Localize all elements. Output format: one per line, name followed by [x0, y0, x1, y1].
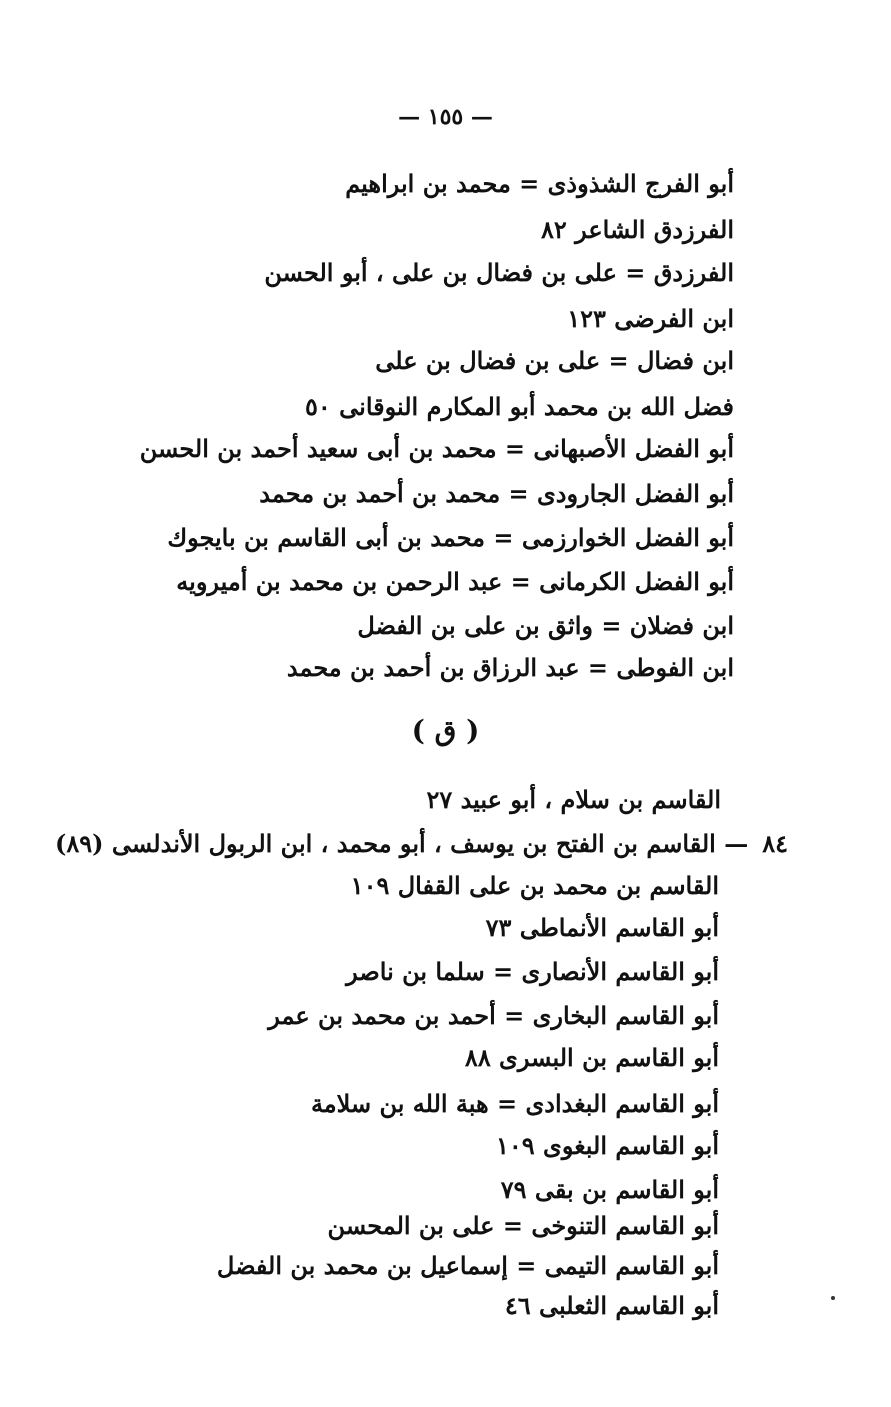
- index-entry: أبو القاسم البخارى = أحمد بن محمد بن عمر: [268, 1001, 719, 1030]
- index-entry: أبو القاسم البغوى ١٠٩: [496, 1131, 719, 1160]
- index-entry: القاسم بن محمد بن على القفال ١٠٩: [350, 871, 719, 900]
- index-entry: ابن الفوطى = عبد الرزاق بن أحمد بن محمد: [286, 653, 734, 682]
- index-entry: أبو القاسم بن بقى ٧٩: [500, 1175, 719, 1204]
- index-entry: أبو القاسم بن البسرى ٨٨: [464, 1043, 719, 1072]
- index-entry: ابن الفرضى ١٢٣: [567, 304, 734, 333]
- index-entry: أبو الفضل الخوارزمى = محمد بن أبى القاسم بن بايجوك: [167, 523, 734, 552]
- index-entry: أبو القاسم الثعلبى ٤٦: [504, 1291, 719, 1320]
- entry-text: — القاسم بن الفتح بن يوسف ، أبو محمد ، ابن الربول الأندلسى (٨٩): [55, 829, 749, 858]
- index-entry: أبو الفرج الشذوذى = محمد بن ابراهيم: [345, 169, 734, 198]
- index-entry: أبو القاسم التنوخى = على بن المحسن: [327, 1211, 719, 1240]
- index-entry: أبو القاسم التيمى = إسماعيل بن محمد بن الفضل: [216, 1251, 719, 1280]
- index-entry: الفرزدق الشاعر ٨٢: [540, 215, 734, 244]
- index-entry: ابن فضلان = واثق بن على بن الفضل: [357, 611, 734, 640]
- index-entry: أبو القاسم الأنماطى ٧٣: [485, 913, 719, 942]
- section-heading: ( ق ): [411, 714, 480, 747]
- index-entry: أبو الفضل الجارودى = محمد بن أحمد بن محمد: [259, 479, 734, 508]
- page-speck: [831, 1296, 835, 1300]
- index-entry: ابن فضال = على بن فضال بن على: [375, 346, 734, 375]
- index-entry: أبو الفضل الكرمانى = عبد الرحمن بن محمد بن أميرويه: [176, 567, 734, 596]
- numbered-entry: [55, 828, 788, 860]
- index-entry: أبو القاسم البغدادى = هبة الله بن سلامة: [310, 1089, 719, 1118]
- entry-number: ٨٤: [762, 829, 788, 858]
- page-number: — ١٥٥ —: [398, 104, 493, 130]
- index-entry: فضل الله بن محمد أبو المكارم النوقانى ٥٠: [305, 392, 734, 421]
- index-entry: أبو القاسم الأنصارى = سلما بن ناصر: [346, 957, 719, 986]
- index-entry: القاسم بن سلام ، أبو عبيد ٢٧: [426, 785, 721, 814]
- index-entry: أبو الفضل الأصبهانى = محمد بن أبى سعيد أحمد بن الحسن: [139, 434, 734, 463]
- index-entry: الفرزدق = على بن فضال بن على ، أبو الحسن: [264, 258, 734, 287]
